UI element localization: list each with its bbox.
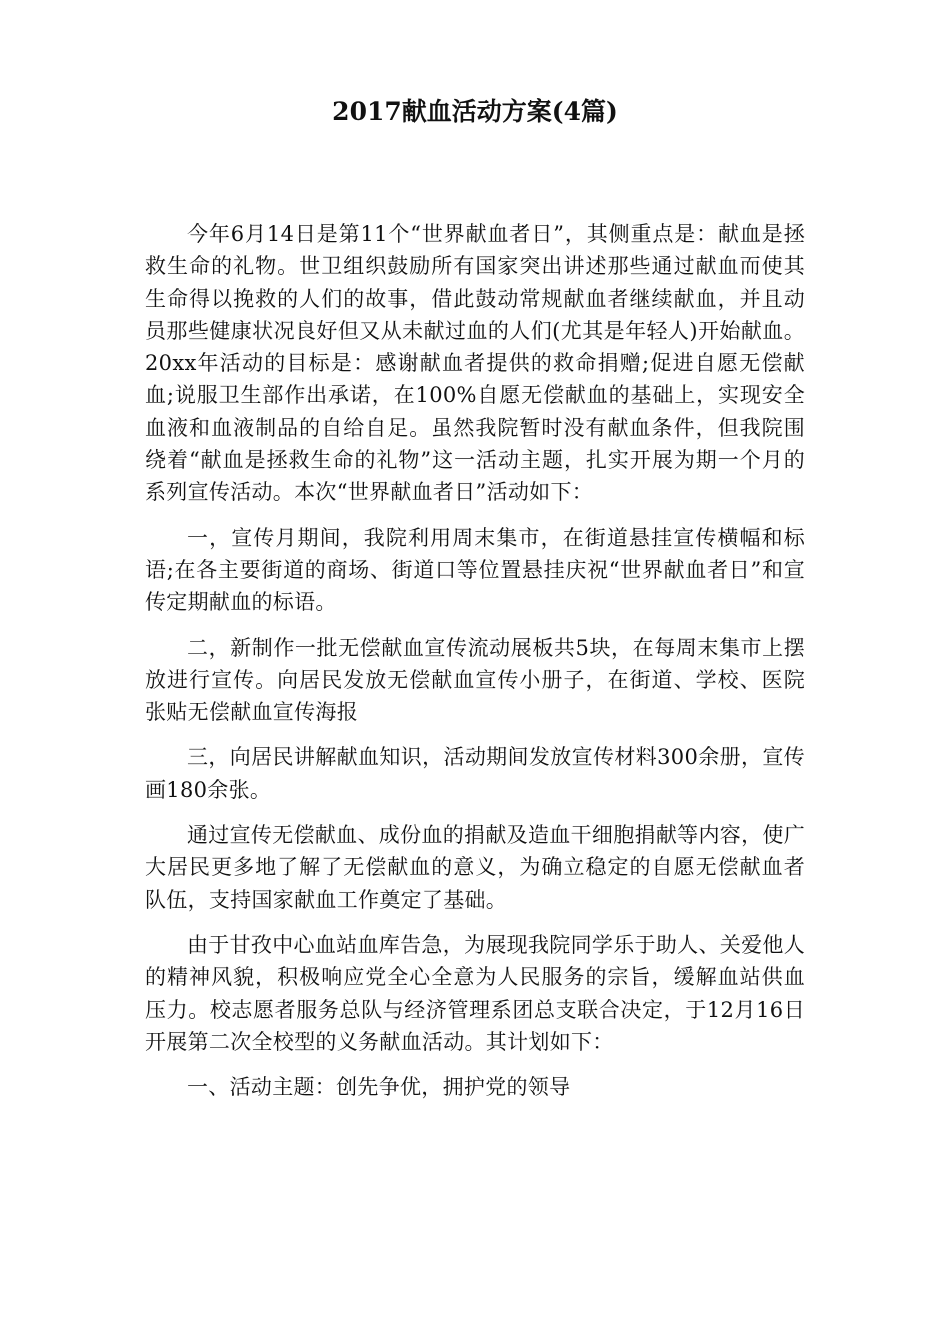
- document-body: [145, 218, 805, 1116]
- paragraph-item-2: 二，新制作一批无偿献血宣传流动展板共5块，在每周末集市上摆放进行宣传。向居民发放无偿献血宣传小册子，在街道、学校、医院张贴无偿献血宣传海报: [145, 635, 805, 725]
- paragraph-summary: 通过宣传无偿献血、成份血的捐献及造血干细胞捐献等内容，使广大居民更多地了解了无偿献血的意义，为确立稳定的自愿无偿献血者队伍，支持国家献血工作奠定了基础。: [145, 823, 805, 912]
- paragraph-theme: 一、活动主题：创先争优，拥护党的领导: [187, 1075, 571, 1100]
- paragraph-intro: 今年6月14日是第11个“世界献血者日”，其侧重点是：献血是拯救生命的礼物。世卫组织鼓励所有国家突出讲述那些通过献血而使其生命得以挽救的人们的故事，借此鼓动常规献血者继续献血，并且动员那些健康状况良好但又从未献过血的人们(尤其是年轻人)开始献血。20xx年活动的目标是：感谢献血者提供的救命捐赠;促进自愿无偿献血;说服卫生部作出承诺，在100%自愿无偿献血的基础上，实现安全血液和血液制品的自给自足。虽然我院暂时没有献血条件，但我院围绕着“献血是拯救生命的礼物”这一活动主题，扎实开展为期一个月的系列宣传活动。本次“世界献血者日”活动如下：: [145, 222, 805, 505]
- document-title: 2017献血活动方案(4篇): [332, 97, 618, 126]
- paragraph-item-3: 三，向居民讲解献血知识，活动期间发放宣传材料300余册，宣传画180余张。: [145, 745, 805, 802]
- paragraph-item-1: 一，宣传月期间，我院利用周末集市，在街道悬挂宣传横幅和标语;在各主要街道的商场、街道口等位置悬挂庆祝“世界献血者日”和宣传定期献血的标语。: [145, 525, 805, 615]
- paragraph-plan-intro: 由于甘孜中心血站血库告急，为展现我院同学乐于助人、关爱他人的精神风貌，积极响应党全心全意为人民服务的宗旨，缓解血站供血压力。校志愿者服务总队与经济管理系团总支联合决定，于12月16日开展第二次全校型的义务献血活动。其计划如下：: [145, 932, 805, 1054]
